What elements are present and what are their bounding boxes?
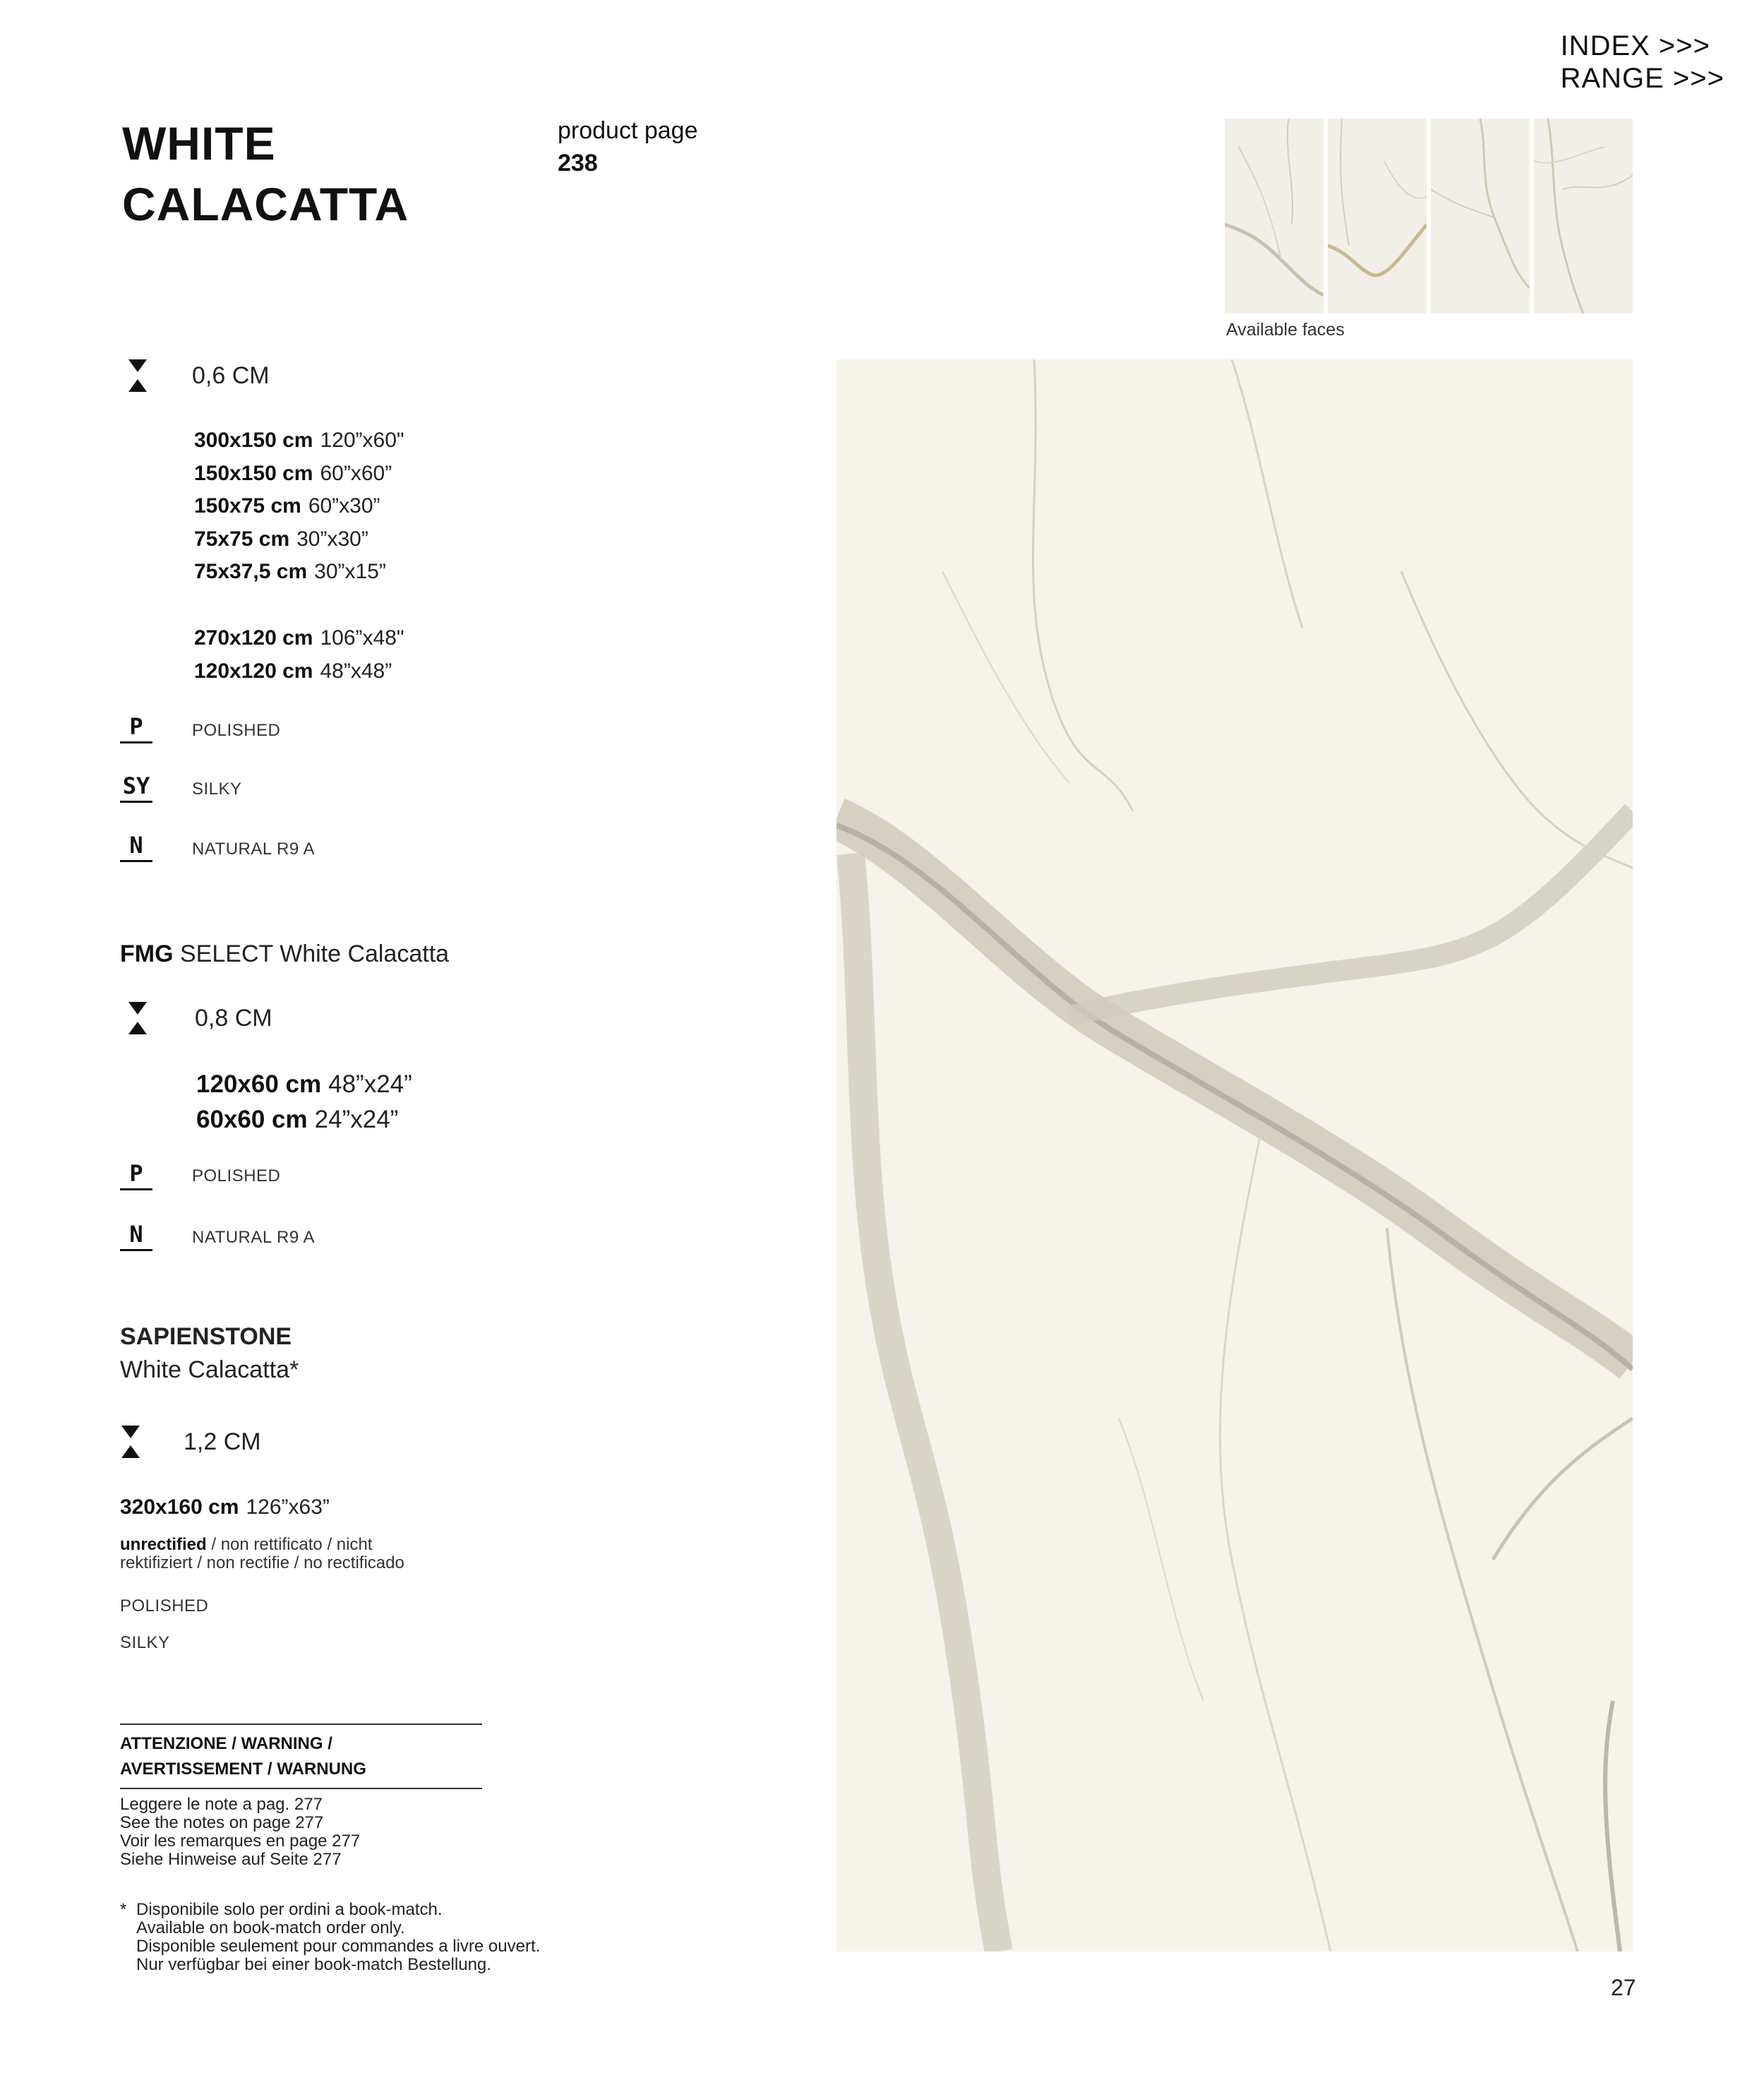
size-cm: 75x37,5 cm (194, 560, 308, 583)
sizes-list-2 (194, 622, 404, 688)
finish-label: POLISHED (192, 1166, 281, 1185)
face-thumbnail-3 (1431, 119, 1530, 313)
footnote-line: Disponible seulement pour commandes a livre ouvert. (136, 1937, 541, 1956)
face-thumbnail-4 (1534, 119, 1633, 313)
footnote-star: * (120, 1900, 127, 1919)
fmg-brand: FMG (120, 940, 174, 967)
title-line-2: CALACATTA (122, 178, 409, 230)
divider (120, 1788, 482, 1789)
fmg-product-name: SELECT White Calacatta (180, 940, 450, 967)
warning-title (120, 1731, 366, 1782)
range-link[interactable]: RANGE >>> (1560, 63, 1724, 94)
face-thumbnail-2 (1328, 119, 1427, 313)
size-row (194, 458, 404, 491)
finish-label: SILKY (192, 779, 242, 799)
size-cm: 150x75 cm (194, 494, 301, 518)
size-cm: 60x60 cm (196, 1106, 308, 1133)
polished-icon: P (120, 1161, 152, 1190)
unrectified-label: unrectified (120, 1535, 207, 1554)
fmg-heading (120, 940, 449, 968)
unrectified-note (120, 1536, 487, 1572)
size-inch: 30”x15” (314, 560, 386, 583)
title-line-1: WHITE (122, 117, 276, 169)
sapienstone-brand: SAPIENSTONE (120, 1323, 292, 1350)
size-inch: 106”x48" (320, 626, 404, 650)
warning-title-line-2: AVERTISSEMENT / WARNUNG (120, 1760, 366, 1779)
size-row (194, 622, 404, 655)
thickness-icon (127, 1000, 148, 1036)
size-cm: 120x120 cm (194, 659, 313, 683)
thickness-value: 1,2 CM (184, 1428, 261, 1455)
size-cm: 270x120 cm (194, 626, 313, 650)
size-inch: 120”x60" (320, 429, 404, 452)
warning-notes (120, 1796, 360, 1869)
available-faces (1225, 119, 1633, 313)
footnote (136, 1901, 540, 1974)
finish-label: SILKY (120, 1633, 170, 1652)
footnote-line: Available on book-match order only. (136, 1918, 405, 1937)
size-inch: 60”x30” (308, 494, 380, 518)
size-inch: 48”x48” (320, 659, 392, 683)
size-row (196, 1102, 412, 1137)
size-inch: 126”x63” (246, 1495, 330, 1519)
note-line: Voir les remarques en page 277 (120, 1832, 361, 1851)
size-cm: 150x150 cm (194, 461, 313, 485)
size-inch: 48”x24” (328, 1070, 412, 1098)
top-nav (1561, 30, 1724, 95)
thickness-icon (127, 358, 148, 393)
sizes-list-4 (120, 1491, 330, 1524)
divider (120, 1723, 482, 1725)
page-title (122, 113, 409, 234)
note-line: Siehe Hinweise auf Seite 277 (120, 1850, 342, 1869)
thickness-value: 0,6 CM (192, 362, 270, 389)
unrectified-text-2: rektifiziert / non rectifie / no rectificado (120, 1553, 404, 1572)
warning-title-line-1: ATTENZIONE / WARNING / (120, 1734, 332, 1753)
thickness-icon (120, 1424, 141, 1459)
size-row (194, 523, 404, 556)
size-cm: 75x75 cm (194, 527, 290, 551)
polished-icon: P (120, 715, 152, 743)
size-row (194, 556, 404, 589)
natural-icon: N (120, 833, 152, 862)
marble-slab-image (836, 359, 1633, 1952)
size-row (196, 1067, 412, 1102)
index-link[interactable]: INDEX >>> (1560, 30, 1710, 61)
natural-icon: N (120, 1222, 152, 1251)
size-inch: 60”x60” (320, 461, 392, 485)
sapienstone-product-name: White Calacatta* (120, 1356, 299, 1383)
thickness-value: 0,8 CM (195, 1005, 272, 1032)
size-inch: 24”x24” (314, 1106, 399, 1133)
sizes-list-1 (194, 424, 404, 589)
finish-label: NATURAL R9 A (192, 1228, 316, 1247)
size-cm: 300x150 cm (194, 429, 313, 452)
silky-icon: SY (120, 774, 152, 803)
finish-label: NATURAL R9 A (192, 840, 316, 859)
footnote-line: Nur verfügbar bei einer book-match Bestellung. (136, 1955, 491, 1974)
size-row (120, 1491, 330, 1524)
size-cm: 320x160 cm (120, 1495, 239, 1519)
finish-label: POLISHED (192, 721, 281, 740)
size-inch: 30”x30” (296, 527, 368, 551)
size-row (194, 655, 404, 688)
faces-caption: Available faces (1226, 320, 1345, 340)
finish-label: POLISHED (120, 1596, 209, 1615)
size-cm: 120x60 cm (196, 1070, 322, 1098)
product-page-number[interactable]: 238 (558, 150, 598, 177)
size-row (194, 424, 404, 458)
footnote-line: Disponibile solo per ordini a book-match. (136, 1900, 443, 1919)
size-row (194, 490, 404, 523)
product-page-label: product page (558, 117, 698, 144)
face-thumbnail-1 (1225, 119, 1324, 313)
unrectified-text: / non rettificato / nicht (206, 1535, 373, 1554)
note-line: Leggere le note a pag. 277 (120, 1795, 323, 1814)
page-number: 27 (1611, 1975, 1636, 2000)
note-line: See the notes on page 277 (120, 1813, 324, 1832)
sizes-list-3 (196, 1067, 412, 1137)
